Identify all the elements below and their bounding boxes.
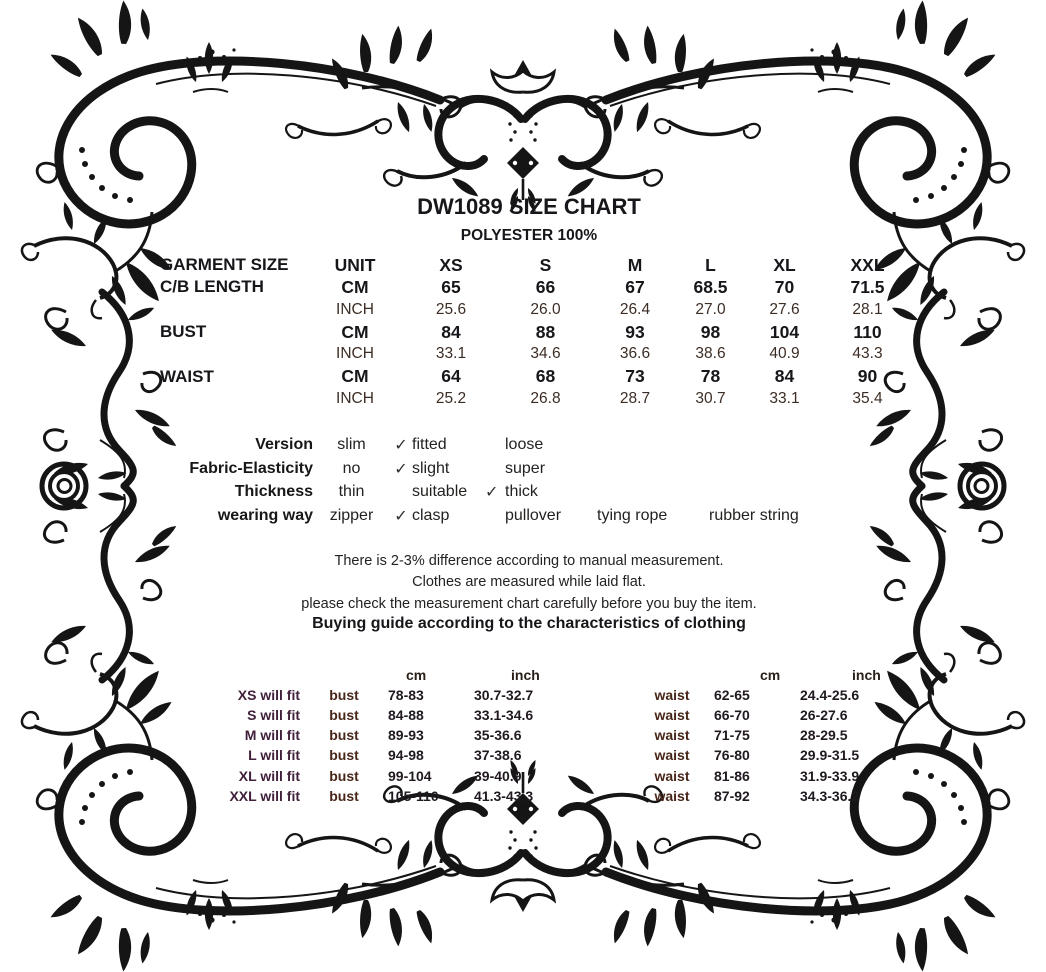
value-cell: 68 [535,366,556,387]
size-table [160,254,911,410]
checkmark: ✓ [485,484,499,502]
feature-option: zipper [329,507,374,525]
value-cell: 104 [769,321,800,342]
guide-size-label: L will fit [248,747,300,764]
bust-label: bust [329,727,359,744]
measurement-row-waist-cm [160,365,911,387]
waist-label: waist [654,747,690,764]
bust-cm-value: 94-98 [388,747,424,764]
value-cell: 84 [441,321,461,342]
value-cell: 67 [625,276,645,297]
value-cell: 28.1 [852,300,883,318]
feature-label: wearing way [217,507,313,525]
guide-size-label: XXL will fit [229,787,300,804]
value-cell: 64 [441,366,461,387]
measurement-row-bust-inch [160,343,911,365]
guide-row-xxl [160,786,881,806]
waist-cm-value: 71-75 [714,727,750,744]
value-cell: 66 [535,276,556,297]
value-cell: 73 [625,366,645,387]
waist-inch-value: 24.4-25.6 [800,687,860,704]
value-cell: 88 [535,321,556,342]
value-cell: 65 [441,276,461,297]
guide-header-row [160,665,881,685]
bust-inch-value: 41.3-43.3 [474,787,534,804]
bust-cm-value: 89-93 [388,727,424,744]
value-cell: 25.2 [435,389,467,407]
checkmark: ✓ [394,436,408,454]
bust-inch-value: 33.1-34.6 [474,707,534,724]
value-cell: 33.1 [769,389,800,407]
bust-cm-value: 78-83 [388,687,424,704]
bust-inch-value: 37-38.6 [474,747,522,764]
feature-option: fitted [412,435,447,453]
value-cell: 110 [853,321,882,342]
waist-label: waist [654,787,690,804]
unit-cell: INCH [336,300,374,318]
waist-label: waist [654,707,690,724]
feature-option: slight [412,459,450,477]
value-cell: 90 [857,366,878,387]
material-subtitle: POLYESTER 100% [460,227,598,244]
value-cell: 70 [774,276,795,297]
buying-guide-heading: Buying guide according to the characteristics of clothing [312,615,746,632]
unit-cell: CM [341,366,369,387]
size-col-header-xs: XS [439,254,463,275]
feature-option: tying rope [597,507,668,525]
value-cell: 84 [774,366,795,387]
value-cell: 30.7 [695,389,726,407]
size-col-header-xxl: XXL [850,254,885,275]
measurement-row-waist-inch [160,388,911,410]
size-col-header-s: S [539,254,552,275]
value-cell: 93 [625,321,645,342]
guide-size-label: XL will fit [238,767,300,784]
value-cell: 26.4 [619,300,651,318]
value-cell: 40.9 [769,345,800,363]
bust-label: bust [329,787,359,804]
guide-inch-header: inch [852,667,881,684]
value-cell: 27.0 [695,300,726,318]
value-cell: 43.3 [852,345,883,363]
note-line: Clothes are measured while laid flat. [412,574,646,591]
bust-cm-value: 84-88 [388,707,424,724]
measurement-notes [12,553,1046,617]
feature-option: rubber string [709,507,799,525]
measurement-row-length-cm [160,276,911,298]
value-cell: 98 [700,321,721,342]
unit-cell: INCH [336,345,374,363]
bust-cm-value: 99-104 [388,767,432,784]
feature-option: loose [505,435,544,453]
value-cell: 26.0 [530,300,561,318]
value-cell: 27.6 [769,300,800,318]
guide-inch-header: inch [511,667,540,684]
bust-label: bust [329,687,359,704]
guide-row-xl [160,765,881,785]
buying-guide-table [160,665,881,806]
value-cell: 68.5 [693,276,728,297]
bust-label: bust [329,747,359,764]
size-table-header-row [160,254,911,276]
feature-option: clasp [412,507,450,525]
feature-row-elasticity [160,457,799,481]
guide-size-label: XS will fit [237,687,300,704]
bust-inch-value: 30.7-32.7 [474,687,534,704]
feature-option: pullover [505,507,562,525]
measurement-row-bust-cm [160,321,911,343]
value-cell: 71.5 [850,276,885,297]
waist-inch-value: 26-27.6 [800,707,848,724]
guide-row-s [160,705,881,725]
measurement-row-length-inch [160,299,911,321]
bust-cm-value: 105-110 [388,787,439,804]
value-cell: 38.6 [695,345,726,363]
unit-header: UNIT [334,254,376,275]
unit-cell: CM [341,276,369,297]
bust-inch-value: 39-40.9 [474,767,522,784]
value-cell: 28.7 [619,389,651,407]
waist-label: waist [654,727,690,744]
waist-label: waist [654,687,690,704]
waist-label: waist [654,767,690,784]
value-cell: 34.6 [530,345,561,363]
waist-cm-value: 87-92 [714,787,750,804]
value-cell: 78 [700,366,721,387]
feature-option: thick [505,483,538,501]
feature-label: Thickness [234,483,313,501]
feature-row-thickness [160,481,799,505]
waist-inch-value: 28-29.5 [800,727,848,744]
size-col-header-m: M [627,254,643,275]
row-label: BUST [160,322,207,342]
feature-option: thin [338,483,365,501]
checkmark: ✓ [394,460,408,478]
waist-cm-value: 81-86 [714,767,750,784]
value-cell: 33.1 [435,345,467,363]
feature-row-wearing-way [160,504,799,528]
note-line: There is 2-3% difference according to manual measurement. [334,553,724,569]
row-label: C/B LENGTH [160,277,264,297]
page-title: DW1089 SIZE CHART [417,194,641,219]
note-line: please check the measurement chart carefully before you buy the item. [301,595,757,612]
garment-size-header: GARMENT SIZE [160,255,289,275]
checkmark: ✓ [394,508,408,526]
guide-size-label: M will fit [244,727,300,744]
guide-row-m [160,725,881,745]
value-cell: 26.8 [530,389,561,407]
unit-cell: CM [341,321,369,342]
waist-cm-value: 76-80 [714,747,750,764]
feature-option: no [342,459,361,477]
feature-label: Fabric-Elasticity [189,459,313,477]
value-cell: 35.4 [852,389,883,407]
bust-label: bust [329,707,359,724]
bust-label: bust [329,767,359,784]
size-col-header-l: L [705,254,716,275]
unit-cell: INCH [336,389,374,407]
guide-row-xs [160,685,881,705]
feature-option: suitable [412,483,468,501]
size-col-header-xl: XL [773,254,796,275]
waist-inch-value: 34.3-36.2 [800,787,860,804]
value-cell: 36.6 [619,345,651,363]
guide-row-l [160,745,881,765]
waist-cm-value: 66-70 [714,707,750,724]
waist-inch-value: 29.9-31.5 [800,747,860,764]
feature-list [160,433,799,528]
waist-cm-value: 62-65 [714,687,750,704]
guide-cm-header: cm [760,667,781,684]
feature-label: Version [255,435,313,453]
bust-inch-value: 35-36.6 [474,727,522,744]
feature-row-version [160,433,799,457]
row-label: WAIST [160,366,214,386]
guide-cm-header: cm [406,667,427,684]
value-cell: 25.6 [435,300,467,318]
feature-option: super [505,459,546,477]
feature-option: slim [337,435,366,453]
waist-inch-value: 31.9-33.9 [800,767,860,784]
guide-size-label: S will fit [247,707,300,724]
